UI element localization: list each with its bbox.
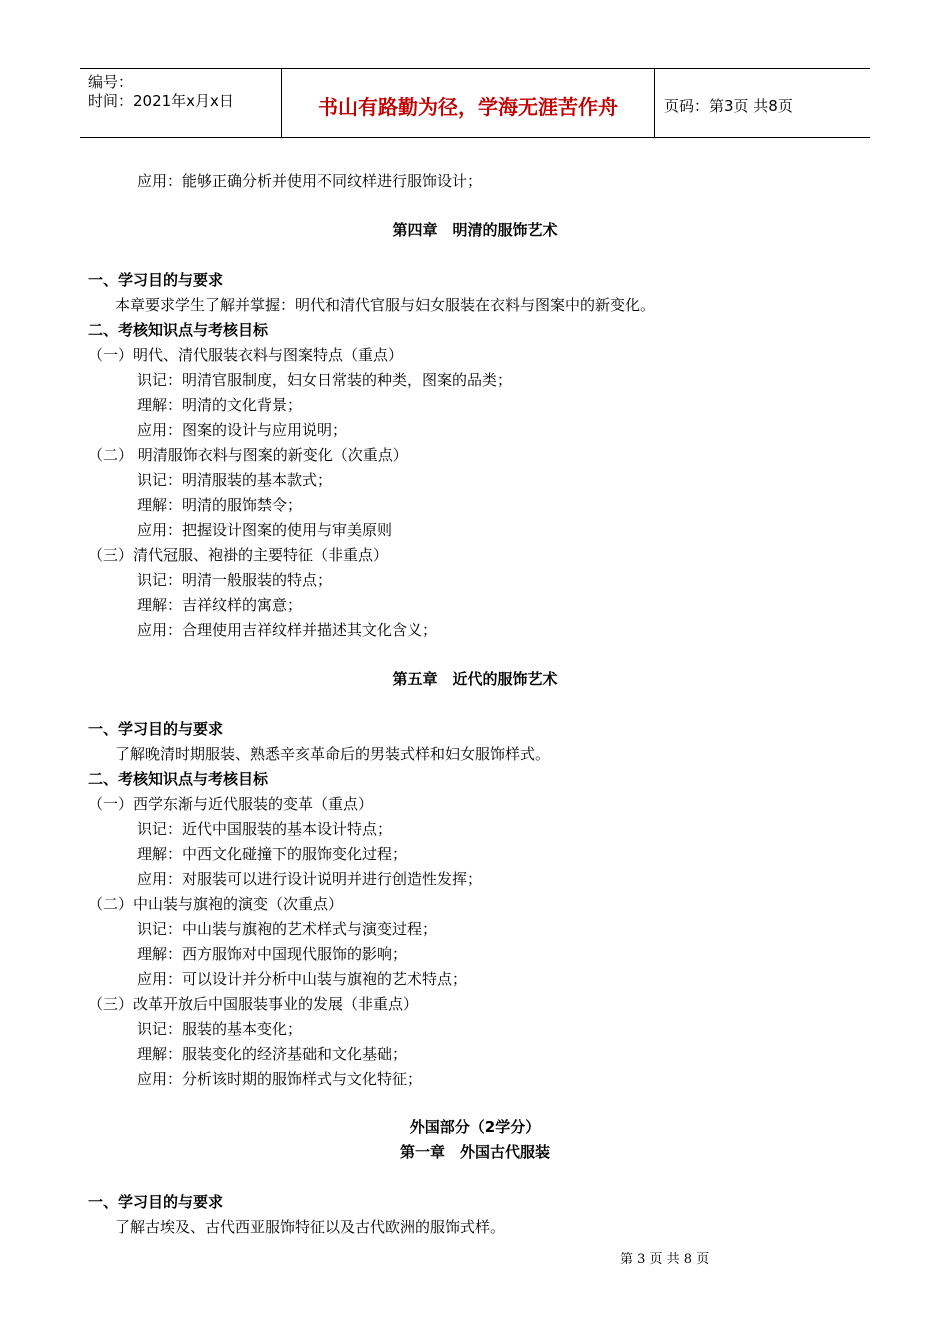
body-line: 理解：明清的服饰禁令； — [137, 496, 303, 514]
body-line: 识记：近代中国服装的基本设计特点； — [137, 820, 393, 838]
time-label: 时间：2021年x月x日 — [88, 92, 234, 110]
body-line: 应用：把握设计图案的使用与审美原则 — [137, 521, 393, 539]
body-line: 识记：明清官服制度，妇女日常装的种类，图案的品类； — [137, 371, 513, 389]
section-heading: 一、学习目的与要求 — [88, 1193, 224, 1211]
subsection-heading: （二） 明清服饰衣料与图案的新变化（次重点） — [88, 446, 408, 464]
section-heading: 一、学习目的与要求 — [88, 271, 224, 289]
body-line: 识记：明清一般服装的特点； — [137, 571, 333, 589]
body-line: 应用：可以设计并分析中山装与旗袍的艺术特点； — [137, 970, 468, 988]
page-info: 页码：第3页 共8页 — [664, 96, 793, 115]
part-heading: 外国部分（2学分） — [409, 1118, 541, 1136]
body-line: 应用：对服装可以进行设计说明并进行创造性发挥； — [137, 870, 483, 888]
body-line: 了解晚清时期服装、熟悉辛亥革命后的男装式样和妇女服饰样式。 — [115, 745, 551, 763]
section-heading: 二、考核知识点与考核目标 — [88, 770, 269, 788]
body-line: 应用：合理使用吉祥纹样并描述其文化含义； — [137, 621, 438, 639]
chapter-heading: 第五章 近代的服饰艺术 — [392, 670, 558, 688]
chapter-heading: 第一章 外国古代服装 — [399, 1143, 550, 1161]
body-line: 理解：中西文化碰撞下的服饰变化过程； — [137, 845, 408, 863]
body-line: 应用：分析该时期的服饰样式与文化特征； — [137, 1070, 423, 1088]
body-line: 识记：中山装与旗袍的艺术样式与演变过程； — [137, 920, 438, 938]
page-header — [80, 68, 870, 138]
subsection-heading: （一）明代、清代服装衣料与图案特点（重点） — [88, 346, 404, 364]
subsection-heading: （一）西学东渐与近代服装的变革（重点） — [88, 795, 374, 813]
body-line: 识记：明清服装的基本款式； — [137, 471, 333, 489]
section-heading: 二、考核知识点与考核目标 — [88, 321, 269, 339]
number-label: 编号： — [88, 73, 134, 91]
subsection-heading: （二）中山装与旗袍的演变（次重点） — [88, 895, 344, 913]
chapter-heading: 第四章 明清的服饰艺术 — [392, 221, 558, 239]
body-line: 本章要求学生了解并掌握：明代和清代官服与妇女服装在衣料与图案中的新变化。 — [115, 296, 656, 314]
body-line: 理解：吉祥纹样的寓意； — [137, 596, 303, 614]
body-line: 识记：服装的基本变化； — [137, 1020, 303, 1038]
body-line: 应用：能够正确分析并使用不同纹样进行服饰设计； — [137, 172, 483, 190]
section-heading: 一、学习目的与要求 — [88, 720, 224, 738]
subsection-heading: （三）清代冠服、袍褂的主要特征（非重点） — [88, 546, 389, 564]
body-line: 理解：明清的文化背景； — [137, 396, 303, 414]
body-line: 了解古埃及、古代西亚服饰特征以及古代欧洲的服饰式样。 — [115, 1218, 506, 1236]
subsection-heading: （三）改革开放后中国服装事业的发展（非重点） — [88, 995, 419, 1013]
header-left-cell — [80, 69, 282, 137]
page-footer: 第 3 页 共 8 页 — [620, 1252, 710, 1267]
body-line: 理解：服装变化的经济基础和文化基础； — [137, 1045, 408, 1063]
motto: 书山有路勤为径，学海无涯苦作舟 — [282, 69, 655, 137]
body-line: 理解：西方服饰对中国现代服饰的影响； — [137, 945, 408, 963]
body-line: 应用：图案的设计与应用说明； — [137, 421, 348, 439]
